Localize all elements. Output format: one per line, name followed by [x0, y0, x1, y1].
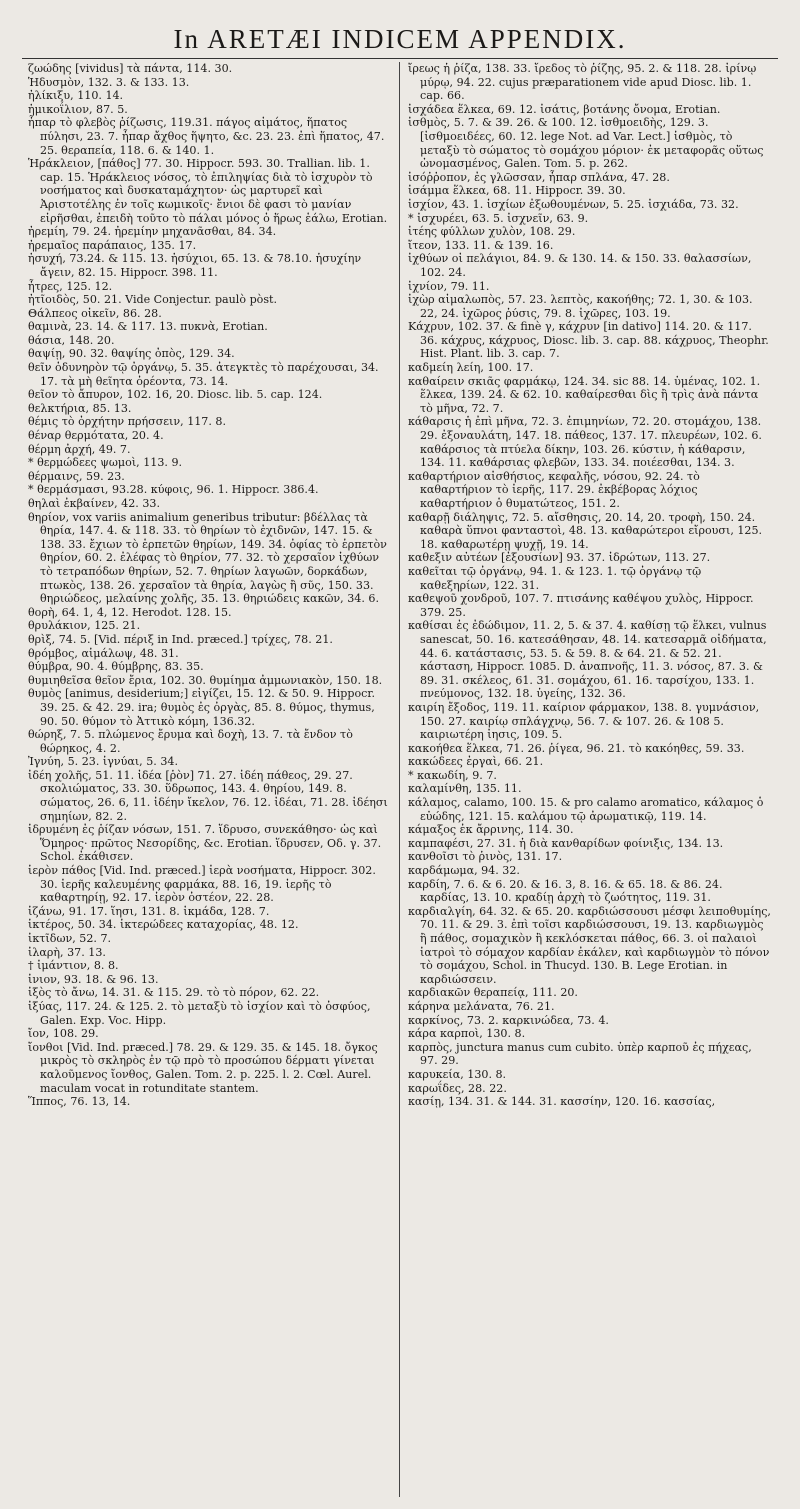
index-entry: καρυκεία, 130. 8. — [408, 1067, 507, 1081]
index-entry: ἰσόῤῥοπον, ἐς γλῶσσαν, ἧπαρ σπλάνα, 47. 28. — [408, 170, 670, 184]
index-entry: θέναρ θερμότατα, 20. 4. — [28, 429, 164, 443]
index-entry: ἠλίκιξυ, 110. 14. — [28, 89, 124, 103]
index-entry: καθεξιν αὐτέων [ἐξουσίων] 93. 37. ἰδρώτων, 113. 27. — [408, 551, 711, 565]
index-entry: ἰχὼρ αἱμαλωπὸς, 57. 23. λεπτὸς, κακοήθης; 72. 1, 30. & 103. 22, 24. ἰχῶρος ῥύσις, 79. 8. ἰχῶρες, 103. 19. — [408, 293, 753, 320]
index-entry: καθαρῇ διάληψις, 72. 5. αἴσθησις, 20. 14, 20. τροφὴ, 150. 24. καθαρὰ ὕπνοι φανταστοὶ, 48. 13. καθαρώτεροι εἴρουσι, 125. 18. καθαρωτέρῃ ψυχῇ, 19. 14. — [408, 510, 763, 551]
index-entry: ἰξύας, 117. 24. & 125. 2. τὸ μεταξὺ τὸ ἰσχίον καὶ τὸ ὀσφύος, Galen. Exp. Voc. Hipp. — [28, 999, 371, 1027]
index-entry: ἧτρες, 125. 12. — [28, 279, 113, 293]
left-column — [22, 62, 400, 1497]
index-entry: κακώδεες ἐργαὶ, 66. 21. — [408, 755, 544, 769]
index-entry: καθαρτήριον αἰσθήσιος, κεφαλῆς, νόσου, 92. 24. τὸ καθαρτήριον τὸ ἱερῆς, 117. 29. ἐκβέβορας λόχιος καθαρτήριον ὁ θυματώτεος, 151. 2. — [408, 469, 700, 510]
title-rule — [22, 58, 778, 59]
index-entry: ἰλαρὴ, 37. 13. — [28, 945, 106, 959]
index-entry: ἰνιον, 93. 18. & 96. 13. — [28, 972, 159, 986]
index-entry: * ἰσχυρέει, 63. 5. ἰσχνεῖν, 63. 9. — [408, 211, 589, 225]
index-entry: ἴρεως ἡ ῥίζα, 138. 33. ἴρεδος τὸ ῥίζης, 95. 2. & 118. 28. ἰρίνῳ μύρῳ, 94. 22. cujus præparationem vide apud Diosc. lib. 1. cap. 66. — [408, 62, 757, 103]
index-entry: κακοήθεα ἕλκεα, 71. 26. ῥίγεα, 96. 21. τὸ κακόηθες, 59. 33. — [408, 741, 745, 755]
index-entry: Ἡράκλειον, [πάθος] 77. 30. Hippocr. 593. 30. Trallian. lib. 1. cap. 15. Ἡράκλειος νόσος, τὸ ἐπιληψίας διὰ τὸ ἰσχυρὸν τὸ νοσήματος καὶ δυσκαταμάχητον· ὡς μαρτυρεῖ καὶ Ἀριστοτέλης ἐν τοῖς κωμικοῖς· ἔνιοι δὲ φασι τὸ μανίαν εἰρῆσθαι, ἐπειδὴ τοῦτο τὸ πάλαι μόνος ὁ ἥρως ἑάλω, Erotian. — [28, 157, 388, 225]
index-entry: ἰσχάδεα ἕλκεα, 69. 12. ἰσάτις, βοτάνης ὄνομα, Erotian. — [408, 102, 721, 116]
index-entry: καιρίη ἔξοδος, 119. 11. καίριον φάρμακον, 138. 8. γυμνάσιον, 150. 27. καιρίῳ σπλάγχνῳ, 56. 7. & 107. 26. & 108 5. καιριωτέρη ἰησις, 109. 5. — [408, 700, 760, 742]
index-entry: ἠρεμαῖος παράπαιος, 135. 17. — [28, 238, 197, 252]
index-entry: θέρμη ἀρχή, 49. 7. — [28, 442, 131, 456]
index-entry: θάσια, 148. 20. — [28, 333, 115, 347]
index-entry: † ἱμάντιον, 8. 8. — [28, 959, 119, 973]
index-entry: ἴτεον, 133. 11. & 139. 16. — [408, 238, 554, 252]
index-entry: κάθαρσις ἡ ἐπὶ μῆνα, 72. 3. ἐπιμηνίων, 72. 20. στομάχου, 138. 29. ἐξοναυλάτη, 147. 18. πάθεος, 137. 17. πλευρέων, 102. 6. καθάρσιος τὰ πτύελα δίκην, 103. 26. κύστιν, ἡ κάθαρσιν, 134. 11. καθάρσιας φλεβῶν, 133. 34. ποιέεσθαι, 134. 3. — [408, 415, 762, 470]
index-entry: κάλαμος, calamo, 100. 15. & pro calamo aromatico, κάλαμος ὁ εὐώδης, 121. 15. καλάμου τῷ ἀρωματικῷ, 119. 14. — [408, 796, 764, 823]
index-entry: ἰσάμμα ἕλκεα, 68. 11. Hippocr. 39. 30. — [408, 184, 626, 198]
index-entry: καρδάμωμα, 94. 32. — [408, 864, 520, 878]
index-entry: κάρα καρποὶ, 130. 8. — [408, 1027, 526, 1041]
index-entry: καδμείη λείη, 100. 17. — [408, 361, 534, 375]
index-entry: καθίσαι ἐς ἐδώδιμον, 11. 2, 5. & 37. 4. καθίσῃ τῷ ἕλκει, vulnus sanescat, 50. 16. κατεσάθησαν, 48. 14. κατεσαρμᾶ οἰδήματα, 44. 6. κατάστασις, 53. 5. & 59. 8. & 64. 21. & 52. 21. κάσταση, Hippocr. 1085. D. ἀναπνοῆς, 11. 3. νόσος, 87. 3. & 89. 31. σκέλεος, 61. 31. σομάχου, 61. 16. ταρσίχου, 133. 1. πνεύμονος, 132. 18. ὑγείης, 132. 36. — [408, 619, 767, 701]
index-entry: καθεψοῦ χονδροῦ, 107. 7. πτισάνης καθέψου χυλὸς, Hippocr. 379. 25. — [408, 592, 754, 619]
index-entry: καμπαφέσι, 27. 31. ἡ διὰ κανθαρίδων φοίνιξις, 134. 13. — [408, 836, 724, 850]
index-entry: ἰκτῖδων, 52. 7. — [28, 932, 112, 945]
right-column — [400, 62, 778, 1497]
index-entry: κασίῃ, 134. 31. & 144. 31. κασσίην, 120. 16. κασσίας, — [408, 1095, 716, 1109]
index-entry: καρδιαλγίη, 64. 32. & 65. 20. καρδιώσσουσι μέσφι λειποθυμίης, 70. 11. & 29. 3. ἐπὶ τοῖσι καρδιώσσουσι, 19. 13. καρδιωγμὸς ἢ πάθος, σομαχικὸν ἢ κεκλόσκεται πάθος, 66. 3. οἱ παλαιοὶ ἰατροὶ τὸ σόμαχον καρδίαν ἐκάλεν, καὶ καρδιωγμὸν τὸ πόνον τὸ σομάχου, Schol. in Thucyd. 130. B. Lege Erotian. in καρδιώσσειν. — [408, 904, 771, 986]
index-entry: ἡσυχή, 73.24. & 115. 13. ἡσύχιοι, 65. 13. & 78.10. ἡσυχίην ἄγειν, 82. 15. Hippocr. 398. 11. — [28, 252, 362, 279]
index-entry: καρδιακῶν θεραπείᾳ, 111. 20. — [408, 986, 578, 1000]
index-entry: ἰσθμὸς, 5. 7. & 39. 26. & 100. 12. ἰσθμοειδὴς, 129. 3. [ἰσθμοειδέες, 60. 12. lege Not. ad Var. Lect.] ἰσθμὸς, τὸ μεταξὺ τὸ σώματος τὸ σομάχου μόριον· ἐκ μεταφορᾶς οὕτως ὠνομασμένος, Galen. Tom. 5. p. 262. — [408, 116, 764, 171]
index-columns — [22, 62, 778, 1497]
index-entry: καρδίη, 7. 6. & 6. 20. & 16. 3, 8. 16. & 65. 18. & 86. 24. καρδίας, 13. 10. κραδίῃ ἀρχὴ τὸ ζωότητος, 119. 31. — [408, 877, 723, 905]
index-entry: ἰτέης φύλλων χυλὸν, 108. 29. — [408, 225, 576, 239]
index-entry: θυμιηθεῖσα θεῖον ἔρια, 102. 30. θυμίημα ἀμμωνιακὸν, 150. 18. — [28, 673, 383, 687]
index-entry: καρπὸς, junctura manus cum cubito. ὑπὲρ καρποῦ ἐς πήχεας, 97. 29. — [408, 1040, 752, 1068]
index-entry: Ἡδυσμὸν, 132. 3. & 133. 13. — [28, 75, 190, 89]
index-entry: θηρίον, vox variis animalium generibus tributur: βδέλλας τὰ θηρία, 147. 4. & 118. 33. τὸ θηρίων τὸ ἐχιδνῶν, 147. 15. & 138. 33. ἔχιων τὸ ἑρπετῶν θηρίων, 149. 34. ὀφίας τὸ ἑρπετὸν θηρίον, 60. 2. ἐλέφας τὸ θηρίον, 77. 32. τὸ χερσαῖον ἰχθύων τὸ τετραπόδων θηρίων, 52. 7. θηρίων λαγωῶν, δορκάδων, πτωκὸς, 138. 26. χερσαῖον τὰ θηρία, λαγὼς ἢ σῦς, 150. 33. θηριώδεος, μελαίνης χολῆς, 35. 13. θηριώδεις κακῶν, 34. 6. — [28, 510, 387, 606]
index-entry: ἱζάνω, 91. 17. ἵησι, 131. 8. ἱκμάδα, 128. 7. — [28, 904, 270, 918]
index-entry: θεῖν ὁδυνηρὸν τῷ ὀργάνῳ, 5. 35. ἀτεγκτὲς τὸ παρέχουσαι, 34. 17. τὰ μὴ θεῖητα ὀρέοντα, 73. 14. — [28, 361, 379, 388]
index-entry: θυμὸς [animus, desiderium;] εἰγίζει, 15. 12. & 50. 9. Hippocr. 39. 25. & 42. 29. ira; θυμὸς ἐς ὀργὰς, 85. 8. θύμος, thymus, 90. 50. θύμον τὸ Ἀττικὸ κόμη, 136.32. — [28, 687, 375, 728]
index-entry: ἰχθύων οἱ πελάγιοι, 84. 9. & 130. 14. & 150. 33. θαλασσίων, 102. 24. — [408, 252, 752, 279]
index-entry: ἠρεμίη, 79. 24. ἠρεμίην μηχανᾶσθαι, 84. 34. — [28, 225, 277, 239]
index-entry: θηλαὶ ἐκβαίνεν, 42. 33. — [28, 497, 160, 510]
index-entry: ἴονθοι [Vid. Ind. præced.] 78. 29. & 129. 35. & 145. 18. ὄγκος μικρὸς τὸ σκληρὸς ἐν τῷ πρὸ τὸ προσώπου δέρματι γίνεται καλοῦμενος ἴονθος, Galen. Tom. 2. p. 225. l. 2. Cœl. Aurel. maculam vocat in rotunditate stantem. — [28, 1040, 378, 1095]
index-entry: ἠτῖοιδὸς, 50. 21. Vide Conjectur. paulò pòst. — [28, 293, 278, 307]
index-entry: καρκίνος, 73. 2. καρκινώδεα, 73. 4. — [408, 1013, 609, 1027]
page-title: In ARETÆI INDICEM APPENDIX. — [173, 24, 627, 54]
index-entry: ἰσχίον, 43. 1. ἰσχίων ἐξωθουμένων, 5. 25. ἰσχιάδα, 73. 32. — [408, 197, 739, 211]
index-entry: ἧπαρ τὸ φλεβὸς ῥίζωσις, 119.31. πάγος αἱμάτος, ἥπατος πύλησι, 23. 7. ἧπαρ ἄχθος ἥψητο, &c. 23. 23. ἐπὶ ἥπατος, 47. 25. θεραπεία, 118. 6. & 140. 1. — [28, 116, 385, 157]
index-entry: καρωΐδες, 28. 22. — [408, 1081, 507, 1095]
index-entry: * κακωδίη, 9. 7. — [408, 768, 497, 782]
index-entry: Ἰγνύη, 5. 23. ἰγνύαι, 5. 34. — [28, 755, 178, 769]
index-entry: θρόμβος, αἱμάλωψ, 48. 31. — [28, 646, 179, 660]
index-entry: * θερμώδεες ψωμοὶ, 113. 9. — [28, 456, 183, 470]
index-entry: ἴον, 108. 29. — [28, 1027, 99, 1041]
index-entry: Θάλπεος οἰκεῖν, 86. 28. — [28, 306, 162, 320]
index-entry: ἱκτέρος, 50. 34. ἱκτερώδεες καταχορίας, 48. 12. — [28, 918, 299, 932]
index-entry: θέμις τὸ ὀρχήτην πρήσσειν, 117. 8. — [28, 415, 227, 429]
index-entry: ἱδρυμένη ἐς ῥίζαν νόσων, 151. 7. ἵδρυσο, συνεκάθησο· ὡς καὶ Ὅμηρος· πρῶτος Νεσορίδης, &c. Erotian. ἵδρυσεν, Οδ. γ. 37. Schol. ἐκάθισεν. — [28, 823, 382, 864]
index-entry: θρυλάκιον, 125. 21. — [28, 619, 141, 633]
index-entry: καθαίρειν σκιᾶς φαρμάκῳ, 124. 34. sic 88. 14. ὑμένας, 102. 1. ἕλκεα, 139. 24. & 62. 10. καθαίρεσθαι δὶς ἢ τρὶς ἀνὰ πάντα τὸ μῆνα, 72. 7. — [408, 374, 761, 415]
index-entry: ἡμικοΐλιον, 87. 5. — [28, 102, 128, 116]
index-entry: θαψίῃ, 90. 32. θαψίης ὀπὸς, 129. 34. — [28, 347, 235, 361]
index-entry: ἰχνίον, 79. 11. — [408, 279, 490, 293]
index-entry: ἰδέη χολῆς, 51. 11. ἰδέα [ῥὸν] 71. 27. ἰδέη πάθεος, 29. 27. σκολιώματος, 33. 30. ὕδρωπος, 143. 4. θηρίου, 149. 8. σώματος, 26. 6, 11. ἰδέην ἴκελον, 76. 12. ἰδέαι, 71. 28. ἰδέησι σημηίων, 82. 2. — [28, 768, 388, 823]
index-entry: θρὶξ, 74. 5. [Vid. πέριξ in Ind. præced.] τρίχες, 78. 21. — [28, 632, 333, 646]
index-entry: ζωώδης [vividus] τὰ πάντα, 114. 30. — [28, 62, 233, 75]
index-entry: ἰξὸς τὸ ἄνω, 14. 31. & 115. 29. τὸ τὸ πόρον, 62. 22. — [28, 986, 320, 1000]
index-entry: Κάχρυν, 102. 37. & finè γ, κάχρυν [in dativo] 114. 20. & 117. 36. κάχρυς, κάχρυος, Diosc. lib. 3. cap. 88. κάχρυος, Theophr. Hist. Plant. lib. 3. cap. 7. — [408, 320, 769, 361]
index-entry: καθεῖται τῷ ὀργάνῳ, 94. 1. & 123. 1. τῷ ὀργάνῳ τῷ καθεξηρίων, 122. 31. — [408, 564, 702, 592]
index-entry: θελκτήρια, 85. 13. — [28, 401, 132, 415]
index-entry: κάμαξος ἐκ ἄρρινης, 114. 30. — [408, 823, 574, 837]
index-entry: ἱερὸν πάθος [Vid. Ind. præced.] ἱερὰ νοσήματα, Hippocr. 302. 30. ἱερῆς καλευμένης φαρμάκα, 88. 16, 19. ἱερῆς τὸ καθαρτηρίῃ, 92. 17. ἱερὸν ὀστέον, 22. 28. — [28, 864, 376, 905]
index-entry: θώρηξ, 7. 5. πλώμενος ἔρυμα καὶ δοχὴ, 13. 7. τὰ ἔνδον τὸ θώρηκος, 4. 2. — [28, 728, 353, 755]
index-entry: θέρμαινς, 59. 23. — [28, 469, 125, 483]
index-entry: Ἵππος, 76. 13, 14. — [28, 1095, 131, 1109]
index-entry: καλαμίνθη, 135. 11. — [408, 782, 522, 796]
index-entry: θεῖον τὸ ἄπυρον, 102. 16, 20. Diosc. lib. 5. cap. 124. — [28, 388, 323, 402]
index-entry: * θερμάσμασι, 93.28. κύφοις, 96. 1. Hippocr. 386.4. — [28, 483, 319, 497]
index-entry: θύμβρα, 90. 4. θύμβρης, 83. 35. — [28, 660, 204, 674]
index-entry: θαμινὰ, 23. 14. & 117. 13. πυκνὰ, Erotian. — [28, 320, 268, 334]
index-entry: κανθοῖσι τὸ ῥινὸς, 131. 17. — [408, 850, 563, 864]
index-entry: κάρηνα μελάνατα, 76. 21. — [408, 999, 555, 1013]
index-entry: θορὴ, 64. 1, 4, 12. Herodot. 128. 15. — [28, 605, 232, 619]
